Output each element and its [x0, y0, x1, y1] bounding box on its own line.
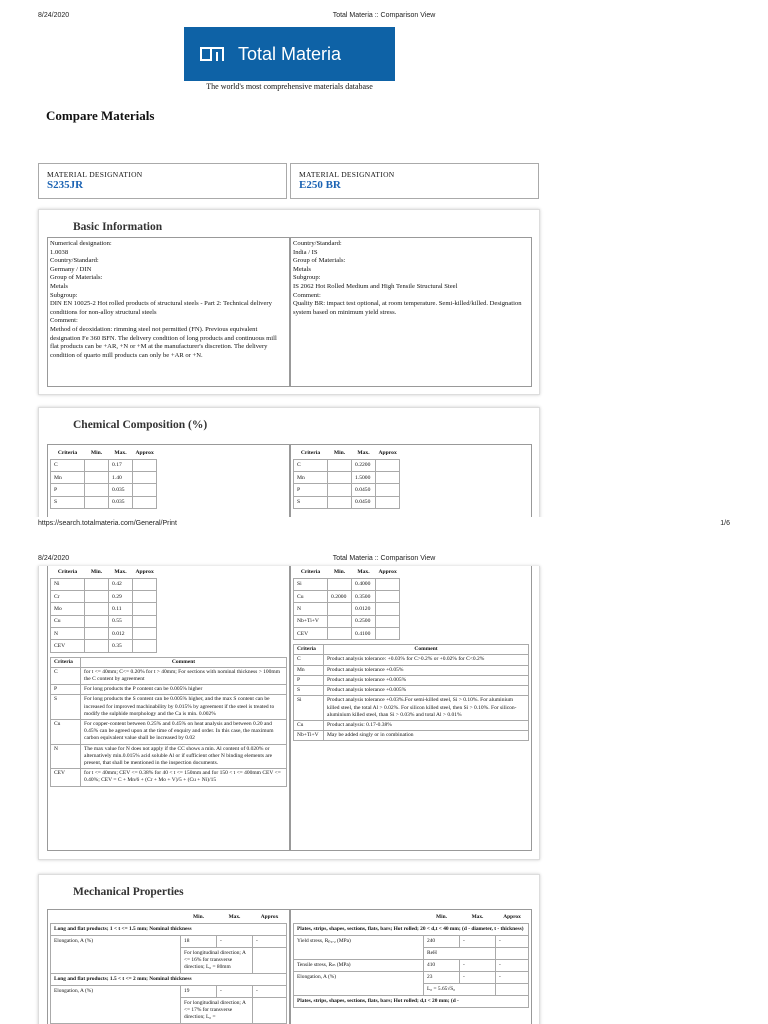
table-cell — [328, 615, 352, 627]
comment-cell: Product analysis tolerance: +0.03% for C>0.2% or +0.02% for C<0.2% — [324, 655, 529, 665]
column-header: Approx — [135, 449, 154, 456]
chem-right-panel — [290, 566, 532, 851]
basic-info-right — [290, 237, 532, 387]
info-line: India / IS — [293, 248, 318, 256]
table-cell: Mn — [51, 472, 85, 484]
mech-right-panel — [290, 909, 532, 1024]
table-row — [51, 484, 157, 496]
criteria-cell: Cu — [51, 720, 81, 745]
comment-cell: Product analysis tolerance +0.005% — [324, 675, 529, 685]
info-line: Quality BR: impact test optional, at room temperature. Semi-killed/killed. Designation system based on minimum yield stress. — [293, 300, 522, 316]
print-title: Total Materia :: Comparison View — [332, 555, 436, 562]
material-designation-right — [290, 163, 539, 199]
table-cell — [376, 578, 400, 590]
designation-label: MATERIAL DESIGNATION — [299, 170, 395, 179]
max-value: - — [217, 986, 253, 998]
table-cell — [85, 459, 109, 471]
table-cell — [133, 615, 157, 627]
table-cell: 1.40 — [109, 472, 133, 484]
table-cell — [376, 459, 400, 471]
min-value: 23 — [424, 972, 460, 984]
table-cell: 0.0450 — [352, 484, 376, 496]
chem-comments-left — [50, 657, 287, 787]
header-row — [294, 645, 529, 655]
header-row — [51, 566, 157, 578]
table-cell: C — [294, 459, 328, 471]
table-cell — [376, 603, 400, 615]
min-value: 240 — [424, 936, 460, 948]
page-header-2 — [38, 555, 730, 562]
table-cell — [85, 627, 109, 639]
column-header: Max. — [357, 568, 370, 575]
max-value: - — [460, 960, 496, 972]
col-min: Min. — [436, 914, 447, 920]
table-cell: C — [51, 459, 85, 471]
column-header: Comment — [81, 657, 287, 667]
table-row — [51, 769, 287, 786]
property-label: Elongation, A (%) — [51, 936, 181, 974]
material-designation-left — [38, 163, 287, 199]
table-cell — [133, 484, 157, 496]
info-line: Metals — [50, 282, 68, 290]
page-header — [38, 12, 730, 19]
table-cell — [133, 591, 157, 603]
column-header: Min. — [333, 568, 346, 575]
chem-table-right — [293, 566, 400, 640]
table-cell: Mn — [294, 472, 328, 484]
section-title: Mechanical Properties — [73, 886, 184, 898]
mech-table-right — [293, 912, 529, 1008]
column-header: Max. — [114, 449, 127, 456]
comment-cell: The max value for N does not apply if the CC shows a min. Al content of 0.020% or alternatively min.0.015% acid soluble Al or if sufficient other N binding elements are present, that shall be mentioned in the inspection documents. — [81, 744, 287, 769]
criteria-cell: Cu — [294, 720, 324, 730]
table-row — [294, 731, 529, 741]
property-label: Yield stress, Rₚ₀.₂ (MPa) — [294, 936, 424, 960]
table-cell — [376, 627, 400, 639]
min-value: 19 — [181, 986, 217, 998]
column-header: Approx — [378, 449, 397, 456]
table-row — [51, 640, 157, 652]
info-line: Country/Standard: — [50, 257, 99, 265]
table-cell: 0.035 — [109, 484, 133, 496]
table-cell — [133, 627, 157, 639]
column-header: Criteria — [51, 657, 81, 667]
column-header: Max. — [357, 449, 370, 456]
table-cell: Nb+Ti+V — [294, 615, 328, 627]
info-line: Country/Standard: — [293, 240, 342, 247]
comment-cell: Product analysis tolerance +0.03%.For semi-killed steel, Si > 0.10%. For aluminium killed steel, the total Al > 0.02%. For silicon killed steel, then Si > 0.10%. For silicon-aluminium killed steel, than Si > 0.03% and total Al > 0.01% — [324, 696, 529, 721]
chemical-composition-continued — [38, 566, 540, 860]
col-max: Max. — [471, 914, 484, 920]
table-row — [294, 459, 400, 471]
table-cell: Cr — [51, 591, 85, 603]
table-cell — [328, 496, 352, 508]
property-note: For longitudinal direction; A <= 16% for transverse direction; L₀ = 80mm — [181, 948, 253, 974]
section-title: Chemical Composition (%) — [73, 419, 208, 431]
page-title: Compare Materials — [46, 108, 155, 123]
logo-mark-icon — [200, 47, 224, 61]
table-cell — [133, 472, 157, 484]
table-cell: 0.012 — [109, 627, 133, 639]
table-cell: 0.55 — [109, 615, 133, 627]
table-cell — [133, 496, 157, 508]
info-line: Group of Materials: — [50, 274, 103, 282]
table-cell: 0.0120 — [352, 603, 376, 615]
comment-cell: for t <= 40mm; C<= 0.20% for t > 40mm; For sections with nominal thickness > 100mm the C content by agreement — [81, 667, 287, 684]
table-row — [294, 484, 400, 496]
column-header: Criteria — [294, 645, 324, 655]
comment-cell: Product analysis tolerance +0.05% — [324, 665, 529, 675]
info-line: Method of deoxidation: rimming steel not permitted (FN). Previous equivalent designation Fe 360 BFN. The delivery condition of long products and continuous mill flat products can be +AR, +N or +M at the manufacturer's discretion. The delivery condition of quarto mill products can only be +AR or +N. — [50, 325, 277, 359]
column-header: Min. — [90, 449, 103, 456]
table-cell — [85, 472, 109, 484]
table-row — [51, 695, 287, 720]
table-cell — [85, 603, 109, 615]
column-header: Approx — [135, 568, 154, 575]
header-row — [294, 566, 400, 578]
max-value: - — [460, 936, 496, 948]
header-row — [51, 447, 157, 459]
table-cell — [85, 591, 109, 603]
chem-table-left — [50, 447, 157, 509]
table-cell: 0.3500 — [352, 591, 376, 603]
total-materia-logo — [184, 27, 395, 81]
table-cell: 0.35 — [109, 640, 133, 652]
approx-value: - — [253, 986, 287, 998]
property-label: Elongation, A (%) — [51, 986, 181, 1024]
table-cell: N — [294, 603, 328, 615]
approx-value: - — [253, 936, 287, 948]
page-number: 1/6 — [720, 520, 730, 527]
logo-text: Total Materia — [238, 43, 342, 64]
max-value: - — [460, 972, 496, 984]
table-row — [51, 591, 157, 603]
basic-info-left — [47, 237, 290, 387]
criteria-cell: Si — [294, 696, 324, 721]
table-cell — [376, 496, 400, 508]
info-line: 1.0038 — [50, 248, 69, 256]
condition-row: Plates, strips, shapes, sections, flats, bars; Hot rolled; d,t < 20 mm; (d - — [294, 996, 529, 1008]
condition-row: Long and flat products; 1 < t <= 1.5 mm; Nominal thickness — [51, 924, 287, 936]
condition-row: Plates, strips, shapes, sections, flats, bars; Hot rolled; 20 < d,t < 40 mm; (d - diameter, t - thickness) — [294, 924, 529, 936]
table-cell — [328, 459, 352, 471]
table-cell: P — [294, 484, 328, 496]
table-cell: Cu — [51, 615, 85, 627]
col-approx: Approx — [260, 914, 279, 920]
criteria-cell: S — [294, 686, 324, 696]
info-line: Metals — [293, 265, 311, 273]
table-cell: Mo — [51, 603, 85, 615]
column-header: Criteria — [300, 568, 321, 575]
table-cell: CEV — [51, 640, 85, 652]
table-row — [51, 578, 157, 590]
table-cell — [328, 472, 352, 484]
table-row — [294, 720, 529, 730]
comment-cell: for t <= 40mm; CEV <= 0.38% for 40 < t <= 150mm and for 150 < t <= 400mm CEV <= 0.40%; CEV = C + Mn/6 + (Cr + Mo + V)/5 + (Cu + Ni)/15 — [81, 769, 287, 786]
material-name: E250 BR — [299, 179, 341, 191]
tagline: The world's most comprehensive materials database — [206, 82, 373, 91]
table-cell: Cu — [294, 591, 328, 603]
table-row — [294, 627, 400, 639]
comment-cell: For long products the P content can be 0.005% higher — [81, 685, 287, 695]
table-cell — [328, 603, 352, 615]
comment-cell: May be added singly or in combination — [324, 731, 529, 741]
chem-left-panel — [47, 444, 290, 528]
table-row — [294, 615, 400, 627]
column-header: Min. — [333, 449, 346, 456]
print-date: 8/24/2020 — [38, 12, 70, 19]
property-label: Elongation, A (%) — [294, 972, 424, 996]
criteria-cell: CEV — [51, 769, 81, 786]
chem-left-panel — [47, 566, 290, 851]
table-cell: 0.17 — [109, 459, 133, 471]
table-cell: S — [294, 496, 328, 508]
chem-table-right — [293, 447, 400, 509]
approx-value: - — [496, 972, 529, 984]
info-line: Subgroup: — [293, 274, 321, 282]
criteria-cell: Mn — [294, 665, 324, 675]
chem-table-left — [50, 566, 157, 653]
table-cell: P — [51, 484, 85, 496]
table-row — [51, 472, 157, 484]
min-value: 410 — [424, 960, 460, 972]
info-line: Subgroup: — [50, 291, 78, 299]
table-cell — [376, 484, 400, 496]
table-cell: 0.11 — [109, 603, 133, 615]
column-header: Criteria — [57, 568, 78, 575]
print-title: Total Materia :: Comparison View — [332, 12, 436, 19]
info-line: Germany / DIN — [50, 265, 92, 273]
approx-value: - — [496, 936, 529, 948]
criteria-cell: Nb+Ti+V — [294, 731, 324, 741]
table-cell: 0.42 — [109, 578, 133, 590]
page-footer — [38, 520, 730, 527]
table-cell: Si — [294, 578, 328, 590]
table-cell: 0.035 — [109, 496, 133, 508]
table-row — [294, 655, 529, 665]
mech-left-panel — [47, 909, 290, 1024]
table-cell: CEV — [294, 627, 328, 639]
approx-value: - — [496, 960, 529, 972]
info-line: IS 2062 Hot Rolled Medium and High Tensile Structural Steel — [293, 282, 458, 290]
table-row — [51, 459, 157, 471]
table-cell: 0.29 — [109, 591, 133, 603]
comment-cell: Product analysis tolerance +0.005% — [324, 686, 529, 696]
table-cell — [328, 578, 352, 590]
table-row — [51, 496, 157, 508]
table-cell — [85, 615, 109, 627]
chemical-composition-section — [38, 407, 540, 527]
table-cell — [85, 496, 109, 508]
section-title: Basic Information — [73, 221, 163, 233]
table-row — [51, 615, 157, 627]
table-cell — [328, 627, 352, 639]
table-cell: Ni — [51, 578, 85, 590]
max-value: - — [217, 936, 253, 948]
criteria-cell: P — [294, 675, 324, 685]
header-row — [294, 447, 400, 459]
table-row — [51, 720, 287, 745]
table-cell — [133, 640, 157, 652]
table-cell — [85, 484, 109, 496]
table-cell: 0.2500 — [352, 615, 376, 627]
table-row — [294, 696, 529, 721]
table-cell: 0.2000 — [328, 591, 352, 603]
table-cell — [328, 484, 352, 496]
table-cell: S — [51, 496, 85, 508]
info-line: Group of Materials: — [293, 257, 346, 265]
comment-cell: Product analysis: 0.17-0.38% — [324, 720, 529, 730]
col-min: Min. — [193, 914, 204, 920]
table-row — [51, 627, 157, 639]
table-row — [51, 685, 287, 695]
table-row — [51, 744, 287, 769]
chem-right-panel — [290, 444, 532, 528]
column-header: Approx — [378, 568, 397, 575]
table-row — [51, 667, 287, 684]
criteria-cell: P — [51, 685, 81, 695]
table-cell — [133, 459, 157, 471]
info-line: DIN EN 10025-2 Hot rolled products of structural steels - Part 2: Technical delivery conditions for non-alloy structural steels — [50, 300, 272, 316]
table-cell — [376, 615, 400, 627]
table-cell: 0.0450 — [352, 496, 376, 508]
table-row — [294, 472, 400, 484]
chem-comments-right — [293, 644, 529, 741]
column-header: Min. — [90, 568, 103, 575]
property-note: For longitudinal direction; A <= 17% for transverse direction; L₀ = — [181, 998, 253, 1024]
header-row — [51, 657, 287, 667]
table-cell: 1.5000 — [352, 472, 376, 484]
table-cell: N — [51, 627, 85, 639]
table-row — [294, 578, 400, 590]
table-cell — [85, 578, 109, 590]
info-line: Numerical designation: — [50, 240, 112, 247]
criteria-cell: N — [51, 744, 81, 769]
table-cell: 0.4000 — [352, 578, 376, 590]
table-cell — [133, 578, 157, 590]
info-line: Comment: — [50, 317, 78, 325]
material-name: S235JR — [47, 179, 84, 191]
table-cell: 0.2200 — [352, 459, 376, 471]
table-cell — [85, 640, 109, 652]
col-approx: Approx — [503, 914, 521, 920]
criteria-cell: C — [51, 667, 81, 684]
comment-cell: For copper-content between 0.25% and 0.45% on heat analysis and between 0.20 and 0.45% can be agreed upon at the time of enquiry and order. In this case, the maximum carbon equivalent value shall be increased by 0.02 — [81, 720, 287, 745]
print-url: https://search.totalmateria.com/General/Print — [38, 520, 177, 527]
min-value: 18 — [181, 936, 217, 948]
table-row — [294, 591, 400, 603]
criteria-cell: S — [51, 695, 81, 720]
table-cell — [133, 603, 157, 615]
criteria-cell: C — [294, 655, 324, 665]
property-note: L₀ = 5.65√S₀ — [424, 984, 496, 996]
mech-table-left — [50, 912, 287, 1024]
table-row — [294, 496, 400, 508]
column-header: Criteria — [57, 449, 78, 456]
comment-cell: For long products the S content can be 0.005% higher, and the max S content can be increased for improved machinability by 0.015% by agreement if the steel is treated to modify the sulphide morphology and the Ca is min. 0.002% — [81, 695, 287, 720]
basic-info-section — [38, 209, 540, 395]
table-row — [51, 603, 157, 615]
table-cell — [376, 591, 400, 603]
designation-label: MATERIAL DESIGNATION — [47, 170, 143, 179]
table-cell — [376, 472, 400, 484]
property-note: ReH — [424, 948, 496, 960]
mechanical-properties-section — [38, 874, 540, 1024]
table-row — [294, 675, 529, 685]
page-break — [0, 517, 768, 562]
table-row — [294, 686, 529, 696]
table-row — [294, 603, 400, 615]
table-row — [294, 665, 529, 675]
condition-row: Long and flat products; 1.5 < t <= 2 mm; Nominal thickness — [51, 974, 287, 986]
column-header: Comment — [324, 645, 529, 655]
column-header: Max. — [114, 568, 127, 575]
table-cell: 0.4100 — [352, 627, 376, 639]
col-max: Max. — [228, 914, 241, 920]
info-line: Comment: — [293, 291, 321, 299]
print-date: 8/24/2020 — [38, 555, 70, 562]
property-label: Tensile stress, Rₘ (MPa) — [294, 960, 424, 972]
column-header: Criteria — [300, 449, 321, 456]
